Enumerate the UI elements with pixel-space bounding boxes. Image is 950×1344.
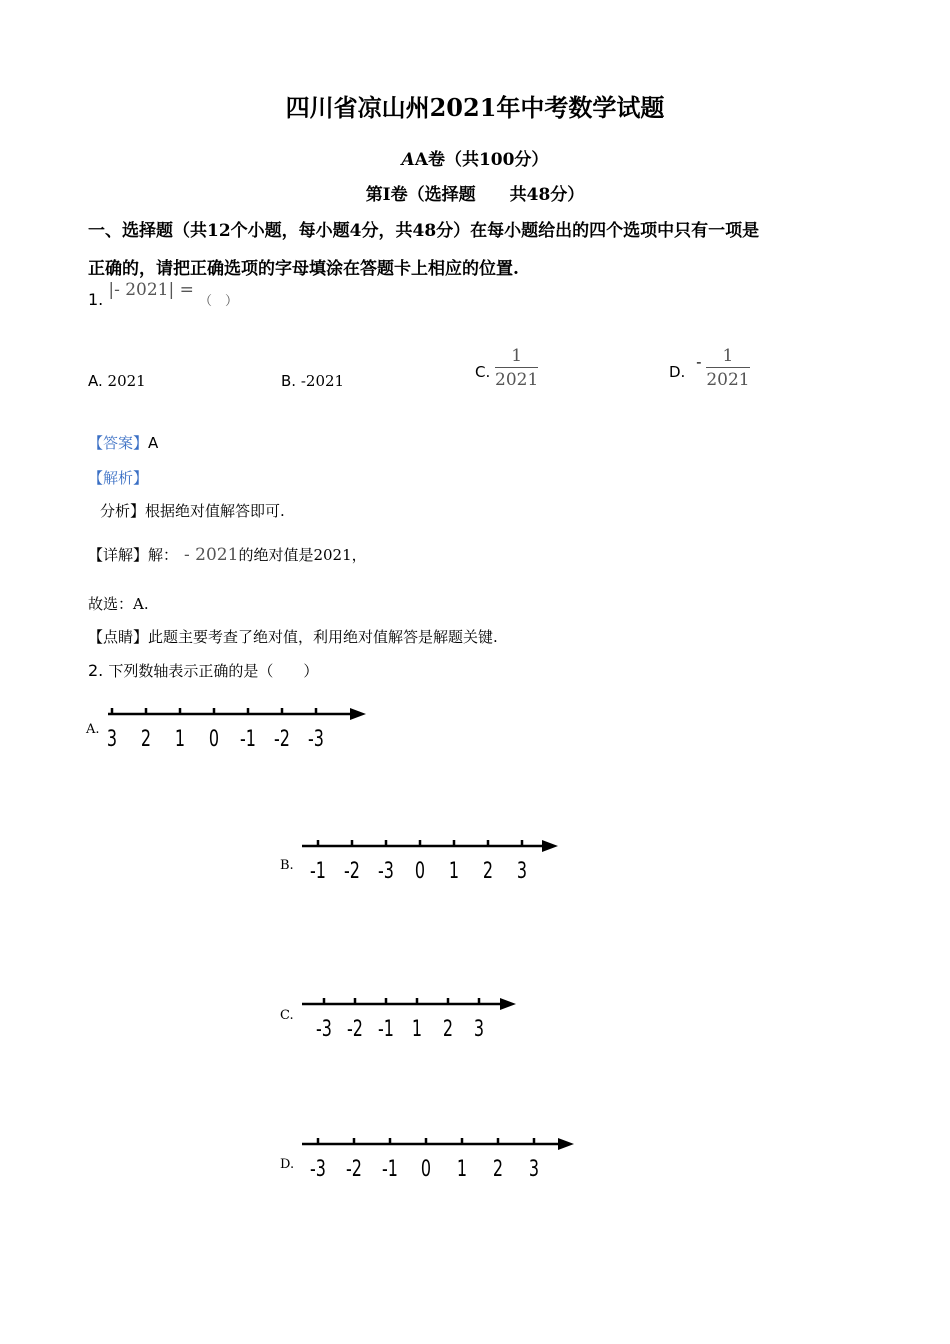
section-instructions-line1: 一、选择题（共12个小题，每小题4分，共48分）在每小题给出的四个选项中只有一项是 [88,221,760,241]
question-2 [88,660,318,681]
number-line-tick-label: 3 [106,725,118,752]
section-1-heading: 第I卷（选择题 共48分） [365,185,585,205]
fraction-neg-1-over-2021: $\frac{1}{2021}$ [706,346,750,390]
number-line-tick-label: 2 [442,1015,454,1042]
q2-option-b-label[interactable]: B. [280,858,294,873]
number-line-tick-label: -1 [378,1015,394,1042]
number-line-tick-label: 0 [414,857,426,884]
number-line-c [302,990,532,1050]
number-line-arrow [350,708,366,720]
number-line-arrow [542,840,558,852]
number-line-d [302,1130,582,1190]
number-line-arrow [500,998,516,1010]
question-1-expression: |- 2021| = [108,280,194,300]
number-line-tick-label: -2 [344,857,360,884]
analysis-text: 分析】根据绝对值解答即可. [100,502,285,520]
section-instructions-line2: 正确的，请把正确选项的字母填涂在答题卡上相应的位置. [88,259,519,279]
number-line-tick-label: 3 [528,1155,540,1182]
number-line-tick-label: -2 [347,1015,363,1042]
number-line-tick-label: -2 [274,725,290,752]
answer-line [88,432,158,453]
answer-tag: 【答案】 [88,434,149,452]
analysis-tag: 【解析】 [88,469,149,487]
q2-option-c-label[interactable]: C. [280,1008,294,1023]
choose-line: 故选：A. [88,595,149,613]
number-line-tick-label: -1 [240,725,256,752]
number-line-tick-label: -3 [378,857,394,884]
number-line-tick-label: 1 [174,725,186,752]
number-line-tick-label: -3 [310,1155,326,1182]
number-line-tick-label: 2 [492,1155,504,1182]
question-1-number: 1. [88,290,104,309]
fraction-1-over-2021: $\frac{1}{2021}$ [495,346,539,390]
q1-option-c[interactable]: C. $\frac{1}{2021}$ [475,346,539,390]
number-line-tick-label: 2 [140,725,152,752]
number-line-tick-label: 0 [420,1155,432,1182]
number-line-tick-label: -2 [346,1155,362,1182]
question-1 [88,280,238,310]
detail-line: 【详解】解： - 2021的绝对值是2021， [88,545,367,565]
answer-value: A [148,434,159,452]
number-line-tick-label: -1 [382,1155,398,1182]
detail-math: - 2021 [184,545,239,565]
q2-option-d-label[interactable]: D. [280,1157,295,1172]
paper-part-a-heading: AA卷（共100分） [401,150,549,170]
number-line-tick-label: 3 [516,857,528,884]
q2-option-a-label[interactable]: A. [86,722,100,737]
number-line-tick-label: 0 [208,725,220,752]
number-line-tick-label: 1 [448,857,460,884]
number-line-tick-label: -3 [316,1015,332,1042]
number-line-tick-label: 2 [482,857,494,884]
number-line-tick-label: -3 [308,725,324,752]
question-2-number: 2. [88,661,104,680]
q1-option-a[interactable]: A. 2021 [88,372,146,390]
number-line-tick-label: 1 [456,1155,468,1182]
q1-option-b[interactable]: B. -2021 [281,372,345,390]
number-line-tick-label: -1 [310,857,326,884]
number-line-tick-label: 3 [473,1015,485,1042]
q1-option-d[interactable]: D. - $\frac{1}{2021}$ [669,346,750,390]
page-title: 四川省凉山州2021年中考数学试题 [285,93,665,122]
number-line-arrow [558,1138,574,1150]
comment-line: 【点睛】此题主要考查了绝对值，利用绝对值解答是解题关键. [88,628,498,646]
number-line-tick-label: 1 [411,1015,423,1042]
question-1-paren: （ ） [198,294,238,309]
question-2-text: 下列数轴表示正确的是（ ） [108,662,319,680]
number-line-a [108,700,378,760]
number-line-b [302,832,572,892]
